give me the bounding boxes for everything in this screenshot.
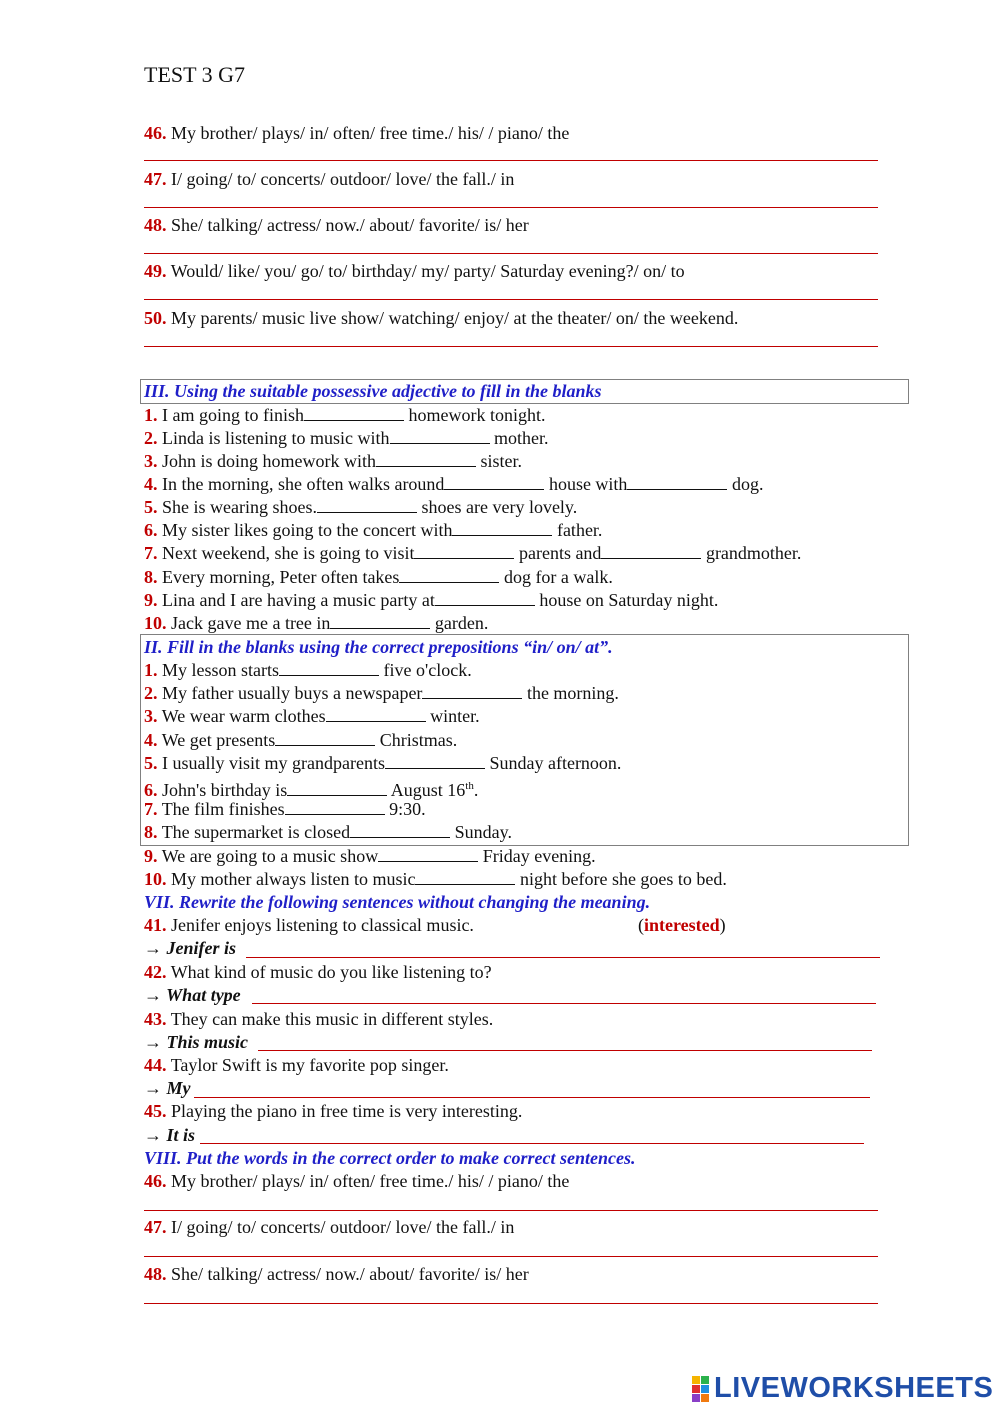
list-item: 3. We wear warm clothes winter. xyxy=(144,706,480,726)
logo-icon xyxy=(692,1375,710,1401)
answer-line[interactable] xyxy=(144,207,878,208)
list-item: 7. Next weekend, she is going to visit parents and grandmother. xyxy=(144,543,802,563)
top-item-47: 47. I/ going/ to/ concerts/ outdoor/ love/ the fall./ in xyxy=(144,169,515,189)
blank-input[interactable] xyxy=(444,475,544,490)
blank-input[interactable] xyxy=(435,591,535,606)
rewrite-lead: → My xyxy=(144,1078,191,1098)
blank-input[interactable] xyxy=(399,568,499,583)
answer-line[interactable] xyxy=(246,957,880,958)
list-item: 46. My brother/ plays/ in/ often/ free time./ his/ / piano/ the xyxy=(144,1171,570,1191)
section-3-heading: III. Using the suitable possessive adjective to fill in the blanks xyxy=(144,381,602,401)
answer-line[interactable] xyxy=(144,1256,878,1257)
list-item: 1. I am going to finish homework tonight. xyxy=(144,405,546,425)
answer-line[interactable] xyxy=(144,160,878,161)
top-item-50: 50. My parents/ music live show/ watching/ enjoy/ at the theater/ on/ the weekend. xyxy=(144,308,739,328)
list-item: 9. We are going to a music show Friday evening. xyxy=(144,846,596,866)
list-item: 10. My mother always listen to music night before she goes to bed. xyxy=(144,869,727,889)
page-title: TEST 3 G7 xyxy=(144,62,246,87)
list-item: 8. The supermarket is closed Sunday. xyxy=(144,822,512,842)
list-item: 47. I/ going/ to/ concerts/ outdoor/ love/ the fall./ in xyxy=(144,1217,515,1237)
list-item: 2. My father usually buys a newspaper the morning. xyxy=(144,683,619,703)
list-item: 41. Jenifer enjoys listening to classical music. xyxy=(144,915,474,935)
answer-line[interactable] xyxy=(144,346,878,347)
blank-input[interactable] xyxy=(452,521,552,536)
top-item-49: 49. Would/ like/ you/ go/ to/ birthday/ my/ party/ Saturday evening?/ on/ to xyxy=(144,261,685,281)
list-item: 45. Playing the piano in free time is very interesting. xyxy=(144,1101,523,1121)
answer-line[interactable] xyxy=(194,1097,870,1098)
section-8-heading: VIII. Put the words in the correct order to make correct sentences. xyxy=(144,1148,636,1168)
blank-input[interactable] xyxy=(287,781,387,796)
blank-input[interactable] xyxy=(279,661,379,676)
liveworksheets-logo: LIVEWORKSHEETS xyxy=(692,1373,993,1403)
section-7-heading: VII. Rewrite the following sentences without changing the meaning. xyxy=(144,892,651,912)
list-item: 7. The film finishes 9:30. xyxy=(144,799,426,819)
rewrite-lead: → It is xyxy=(144,1125,196,1145)
list-item: 2. Linda is listening to music with mother. xyxy=(144,428,549,448)
list-item: 1. My lesson starts five o'clock. xyxy=(144,660,472,680)
blank-input[interactable] xyxy=(330,614,430,629)
list-item: 4. In the morning, she often walks around house with dog. xyxy=(144,474,764,494)
rewrite-lead: → This music xyxy=(144,1032,249,1052)
blank-input[interactable] xyxy=(414,544,514,559)
blank-input[interactable] xyxy=(378,847,478,862)
list-item: 9. Lina and I are having a music party at house on Saturday night. xyxy=(144,590,719,610)
section-2-heading: II. Fill in the blanks using the correct prepositions “in/ on/ at”. xyxy=(144,637,613,657)
blank-input[interactable] xyxy=(275,731,375,746)
top-item-46: 46. My brother/ plays/ in/ often/ free time./ his/ / piano/ the xyxy=(144,123,570,143)
blank-input[interactable] xyxy=(422,684,522,699)
rewrite-lead: → Jenifer is xyxy=(144,938,236,958)
list-item: 5. I usually visit my grandparents Sunday afternoon. xyxy=(144,753,622,773)
list-item: 8. Every morning, Peter often takes dog for a walk. xyxy=(144,567,613,587)
blank-input[interactable] xyxy=(304,406,404,421)
blank-input[interactable] xyxy=(285,800,385,815)
blank-input[interactable] xyxy=(376,452,476,467)
answer-line[interactable] xyxy=(144,299,878,300)
list-item: 10. Jack gave me a tree in garden. xyxy=(144,613,489,633)
blank-input[interactable] xyxy=(627,475,727,490)
list-item: 5. She is wearing shoes. shoes are very lovely. xyxy=(144,497,578,517)
blank-input[interactable] xyxy=(601,544,701,559)
blank-input[interactable] xyxy=(415,870,515,885)
blank-input[interactable] xyxy=(326,707,426,722)
top-item-48: 48. She/ talking/ actress/ now./ about/ favorite/ is/ her xyxy=(144,215,529,235)
list-item: 42. What kind of music do you like listening to? xyxy=(144,962,492,982)
hint: (interested) xyxy=(638,915,726,935)
answer-line[interactable] xyxy=(144,1210,878,1211)
list-item: 44. Taylor Swift is my favorite pop singer. xyxy=(144,1055,449,1075)
blank-input[interactable] xyxy=(317,498,417,513)
list-item: 4. We get presents Christmas. xyxy=(144,730,458,750)
list-item: 48. She/ talking/ actress/ now./ about/ favorite/ is/ her xyxy=(144,1264,529,1284)
list-item: 43. They can make this music in different styles. xyxy=(144,1009,494,1029)
answer-line[interactable] xyxy=(252,1003,876,1004)
blank-input[interactable] xyxy=(390,429,490,444)
blank-input[interactable] xyxy=(350,823,450,838)
answer-line[interactable] xyxy=(200,1143,864,1144)
blank-input[interactable] xyxy=(385,754,485,769)
list-item: 6. My sister likes going to the concert with father. xyxy=(144,520,603,540)
answer-line[interactable] xyxy=(144,253,878,254)
list-item: 6. John's birthday is August 16th. xyxy=(144,780,479,800)
rewrite-lead: → What type xyxy=(144,985,241,1005)
list-item: 3. John is doing homework with sister. xyxy=(144,451,523,471)
answer-line[interactable] xyxy=(144,1303,878,1304)
answer-line[interactable] xyxy=(258,1050,872,1051)
